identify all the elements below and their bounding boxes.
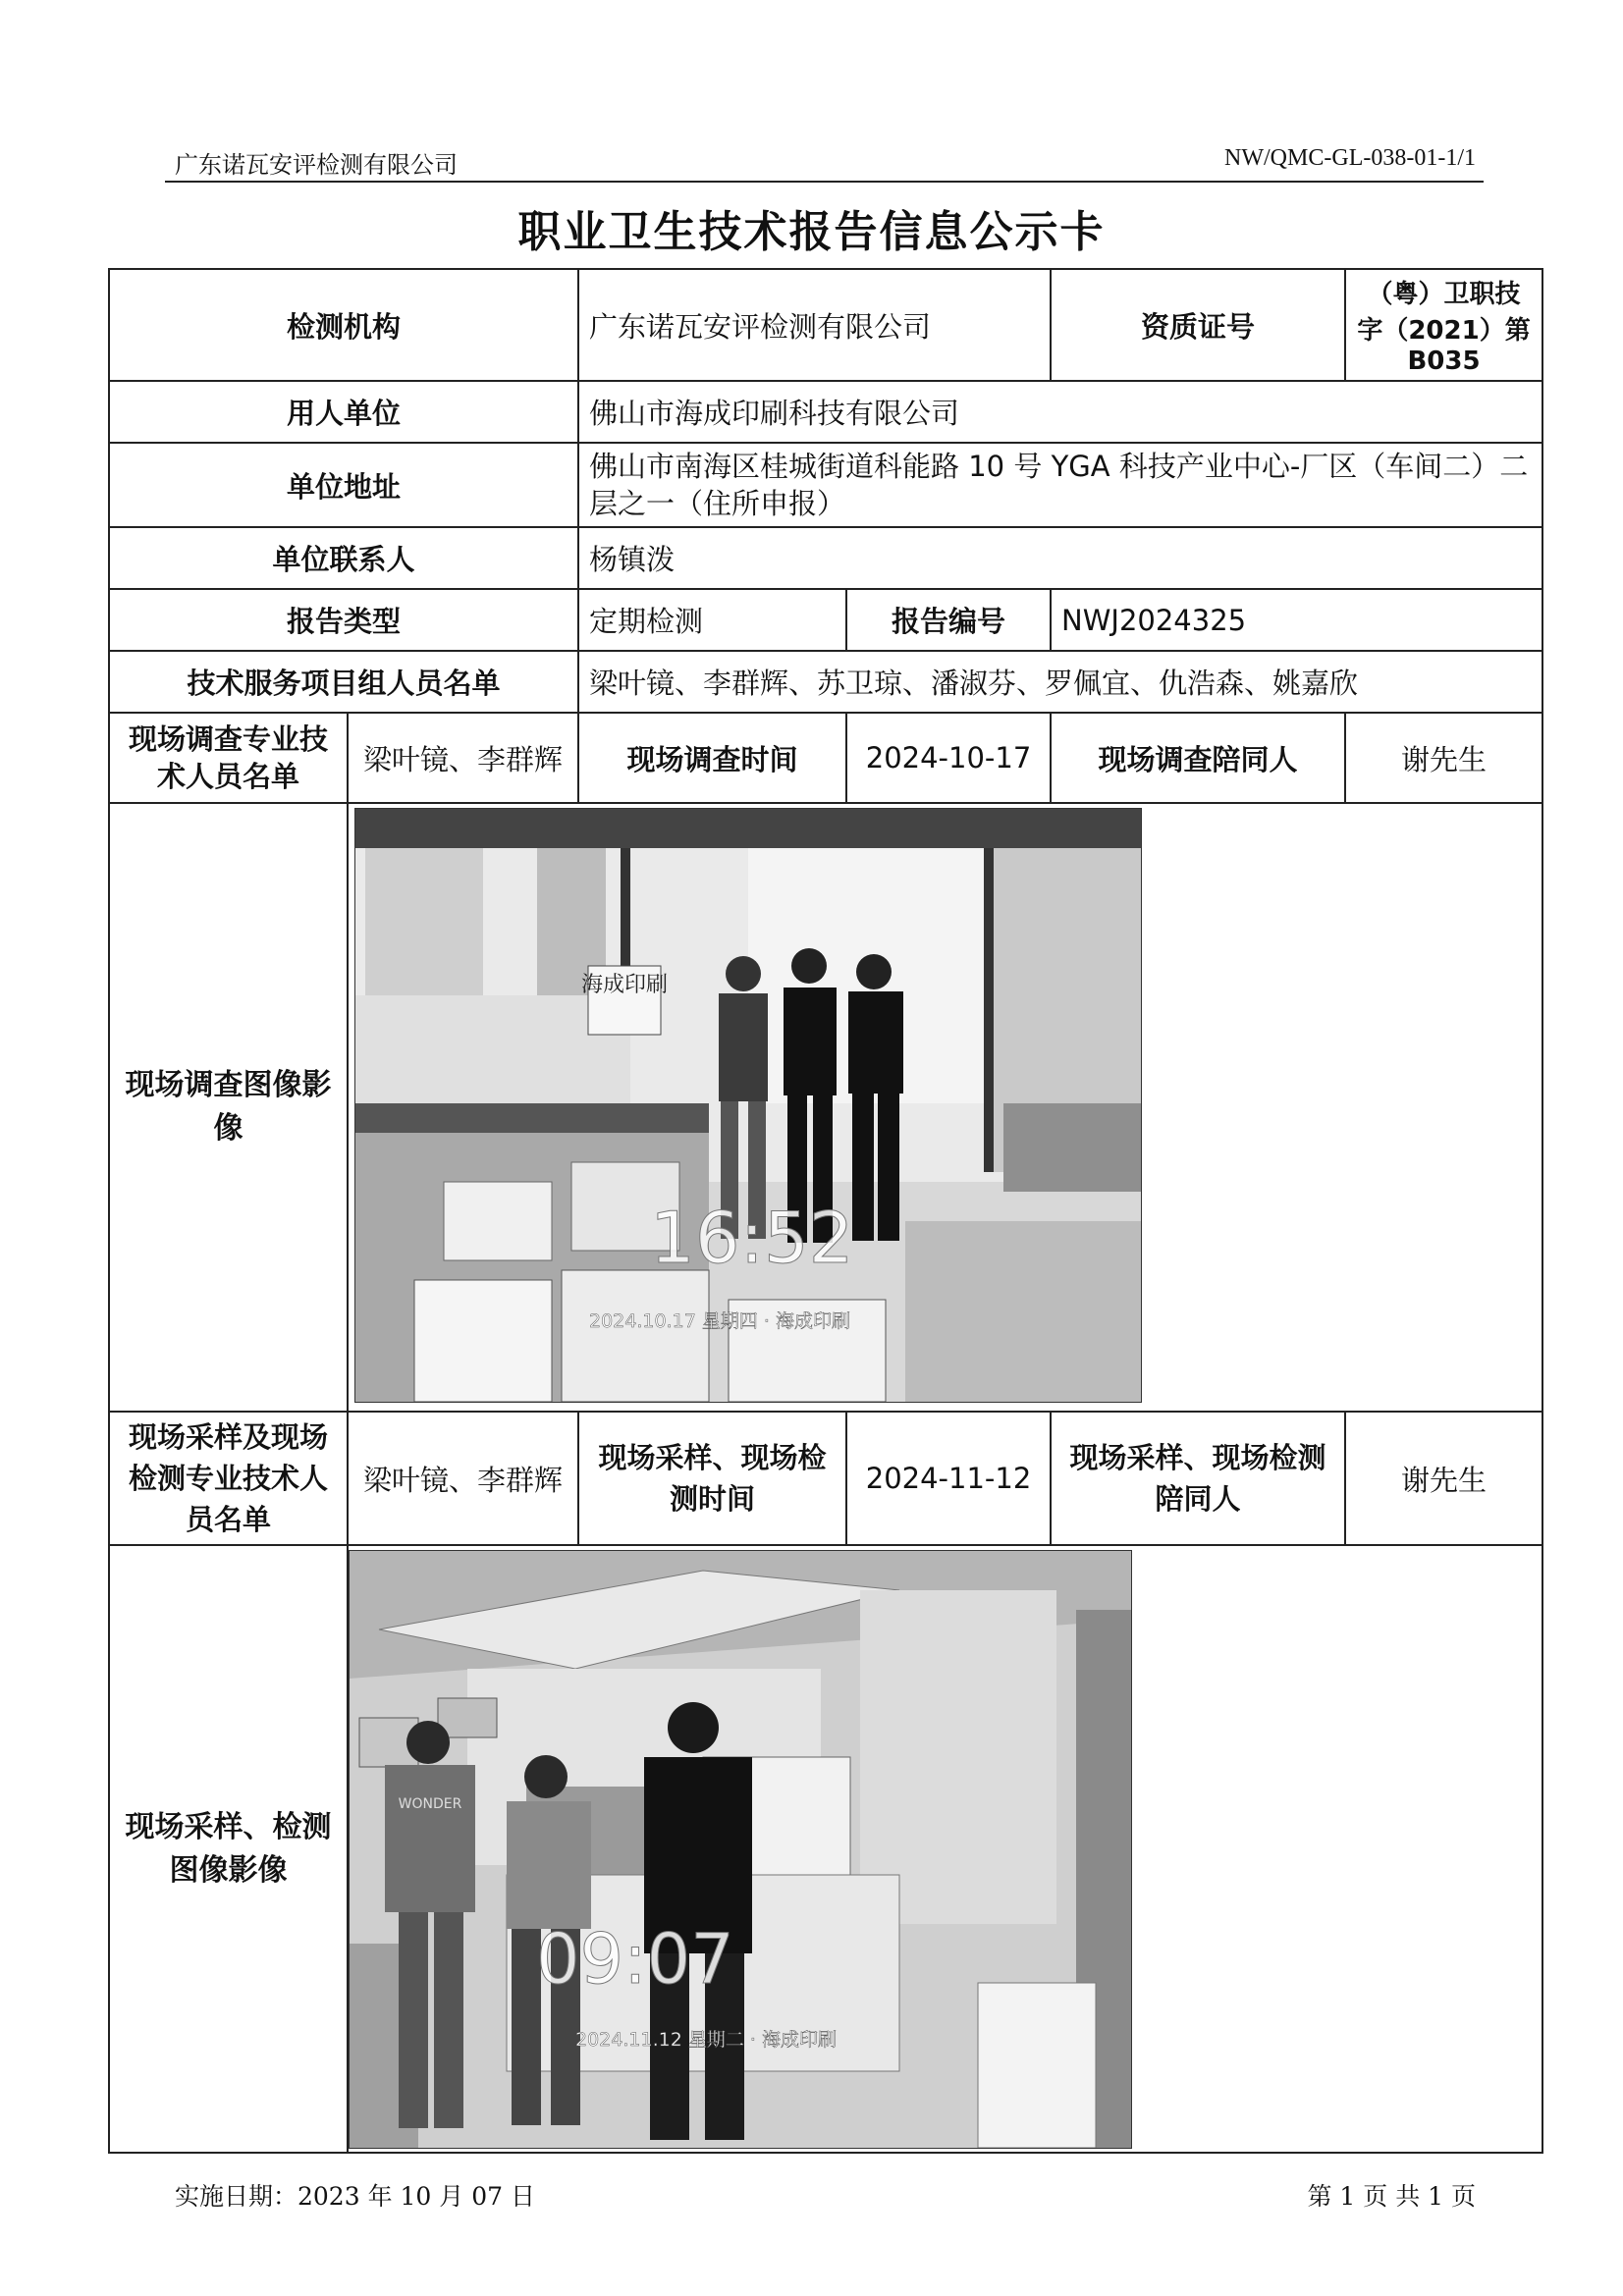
report-no-value: NWJ2024325 <box>1051 589 1542 651</box>
report-no-label: 报告编号 <box>846 589 1051 651</box>
row-contact <box>109 527 1542 589</box>
team-label: 技术服务项目组人员名单 <box>109 651 578 713</box>
address-label: 单位地址 <box>109 443 578 527</box>
survey-time-value: 2024-10-17 <box>846 713 1051 803</box>
header-company: 广东诺瓦安评检测有限公司 <box>175 151 458 179</box>
cert-value: （粤）卫职技字（2021）第 B035 <box>1345 269 1542 381</box>
photo2-time: 09:07 <box>536 1919 734 2000</box>
row-address <box>109 443 1542 527</box>
survey-staff-label: 现场调查专业技术人员名单 <box>109 713 348 803</box>
photo1-stamp: 2024.10.17 星期四 · 海成印刷 <box>589 1310 850 1332</box>
contact-value: 杨镇泼 <box>578 527 1542 589</box>
survey-escort-value: 谢先生 <box>1345 713 1542 803</box>
photo2-shirt-text: WONDER <box>398 1796 462 1812</box>
cert-label: 资质证号 <box>1051 269 1345 381</box>
row-sampling-photo <box>109 1545 1542 2153</box>
info-table <box>108 268 1543 2154</box>
sampling-photo <box>349 1550 1132 2149</box>
photo2-stamp: 2024.11.12 星期二 · 海成印刷 <box>575 2029 837 2051</box>
page-title: 职业卫生技术报告信息公示卡 <box>517 207 1106 257</box>
header-rule <box>165 181 1484 183</box>
footer-page: 第 1 页 共 1 页 <box>1307 2182 1476 2211</box>
survey-photo <box>354 808 1142 1403</box>
contact-label: 单位联系人 <box>109 527 578 589</box>
photo1-time: 16:52 <box>650 1197 854 1279</box>
sampling-staff-value: 梁叶镜、李群辉 <box>348 1412 578 1545</box>
photo1-sign: 海成印刷 <box>580 973 669 997</box>
row-employer <box>109 381 1542 443</box>
survey-staff-value: 梁叶镜、李群辉 <box>348 713 578 803</box>
employer-value: 佛山市海成印刷科技有限公司 <box>578 381 1542 443</box>
header-doc-code: NW/QMC-GL-038-01-1/1 <box>1224 145 1476 171</box>
report-type-value: 定期检测 <box>578 589 846 651</box>
inst-label: 检测机构 <box>109 269 578 381</box>
footer-impl-date: 实施日期：2023 年 10 月 07 日 <box>175 2182 535 2211</box>
sampling-photo-label: 现场采样、检测图像影像 <box>109 1545 348 2153</box>
survey-escort-label: 现场调查陪同人 <box>1051 713 1345 803</box>
address-value: 佛山市南海区桂城街道科能路 10 号 YGA 科技产业中心-厂区（车间二）二层之一（住所申报） <box>578 443 1542 527</box>
sampling-time-value: 2024-11-12 <box>846 1412 1051 1545</box>
row-survey-photo <box>109 803 1542 1412</box>
sampling-escort-value: 谢先生 <box>1345 1412 1542 1545</box>
row-report <box>109 589 1542 651</box>
report-type-label: 报告类型 <box>109 589 578 651</box>
sampling-escort-label: 现场采样、现场检测陪同人 <box>1051 1412 1345 1545</box>
sampling-photo-cell <box>348 1545 1542 2153</box>
inst-value: 广东诺瓦安评检测有限公司 <box>578 269 1051 381</box>
survey-photo-label: 现场调查图像影像 <box>109 803 348 1412</box>
row-team <box>109 651 1542 713</box>
row-institution <box>109 269 1542 381</box>
sampling-staff-label: 现场采样及现场检测专业技术人员名单 <box>109 1412 348 1545</box>
employer-label: 用人单位 <box>109 381 578 443</box>
survey-photo-cell <box>348 803 1542 1412</box>
survey-time-label: 现场调查时间 <box>578 713 846 803</box>
row-survey <box>109 713 1542 803</box>
team-value: 梁叶镜、李群辉、苏卫琼、潘淑芬、罗佩宜、仇浩森、姚嘉欣 <box>578 651 1542 713</box>
row-sampling <box>109 1412 1542 1545</box>
sampling-time-label: 现场采样、现场检测时间 <box>578 1412 846 1545</box>
